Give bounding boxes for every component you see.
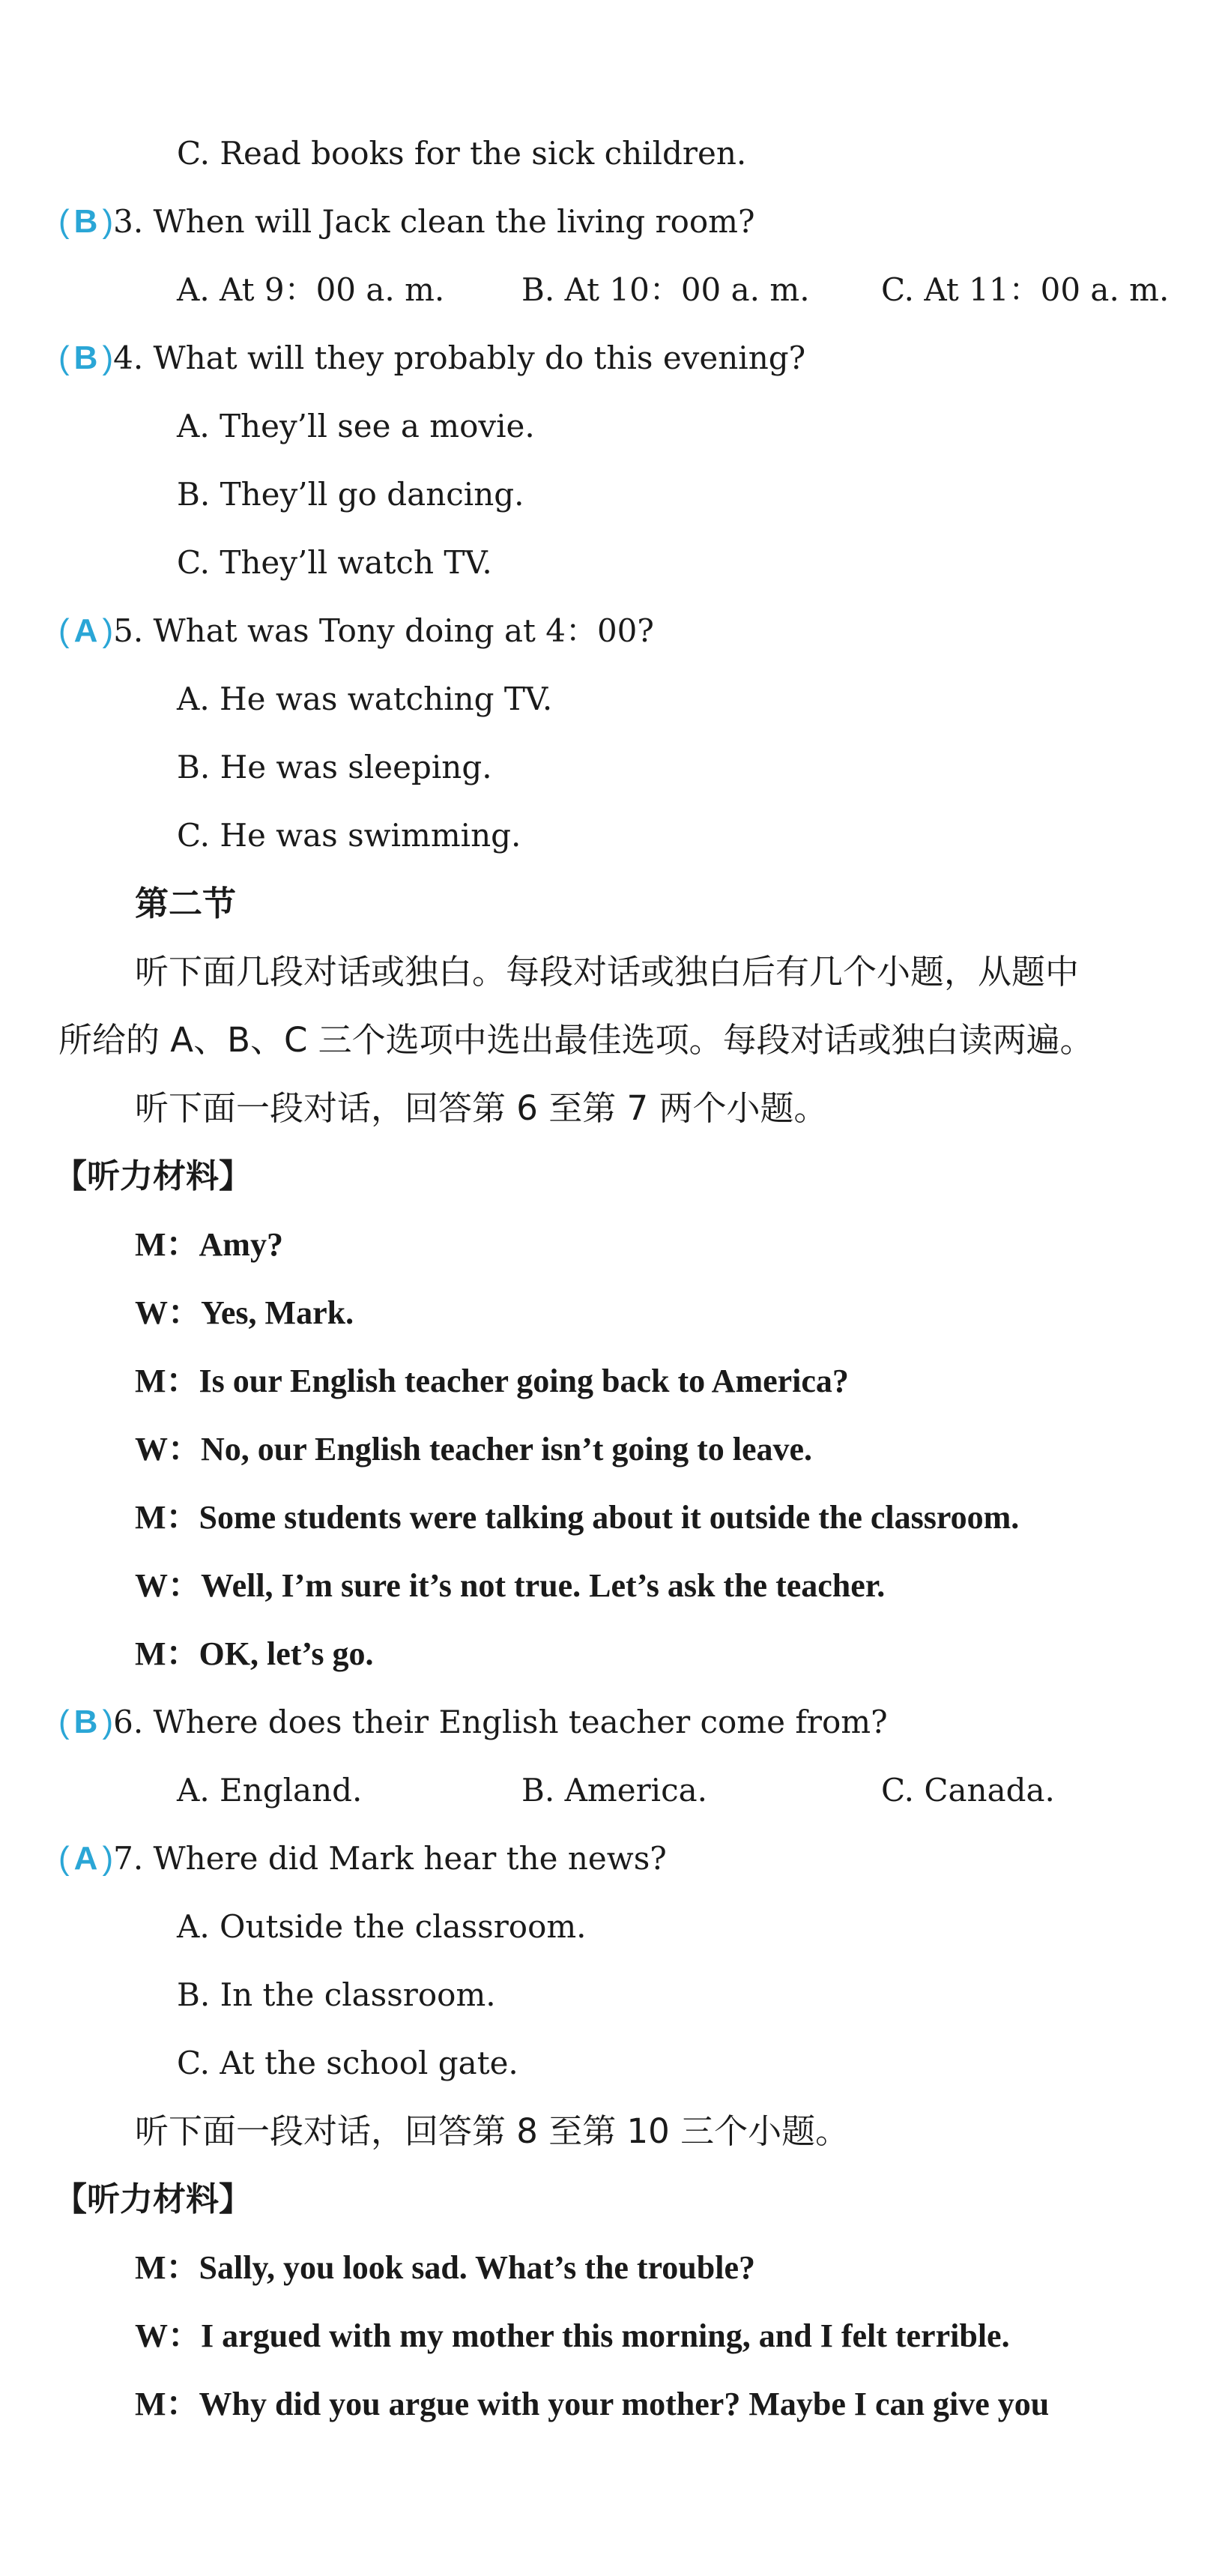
q4-option-c: C. They’ll watch TV. (177, 544, 492, 581)
prompt-8-10: 听下面一段对话，回答第 8 至第 10 三个小题。 (135, 2111, 850, 2151)
question-3-text: 3. When will Jack clean the living room? (113, 203, 755, 240)
answer-4: B (73, 340, 98, 376)
dialogue-line (135, 1291, 354, 1336)
answer-paren-close: ) (102, 340, 114, 376)
question-4 (58, 336, 805, 381)
q6-option-a: A. England. (177, 1772, 363, 1809)
answer-paren-close: ) (102, 1840, 114, 1877)
question-7-text: 7. Where did Mark hear the news? (113, 1840, 667, 1877)
speaker: W： (135, 1431, 201, 1468)
question-7 (58, 1836, 667, 1881)
speaker: M： (135, 1499, 199, 1536)
section-2-instruction-1: 听下面几段对话或独白。每段对话或独白后有几个小题，从题中 (135, 952, 1080, 992)
prompt-6-7: 听下面一段对话，回答第 6 至第 7 两个小题。 (135, 1088, 828, 1128)
listening-material-label-2: 【听力材料】 (54, 2180, 252, 2218)
answer-paren-open: ( (58, 203, 70, 240)
q6-options (177, 1768, 1181, 1813)
q3-option-b: B. At 10：00 a. m. (521, 271, 810, 308)
speaker: W： (135, 1294, 201, 1331)
answer-5: A (73, 612, 98, 649)
answer-6: B (73, 1704, 98, 1740)
answer-paren-close: ) (102, 612, 114, 649)
q4-option-b: B. They’ll go dancing. (177, 476, 524, 513)
utterance: Is our English teacher going back to America? (199, 1363, 849, 1399)
answer-3: B (73, 203, 98, 240)
dialogue-line (135, 2245, 755, 2290)
utterance: Amy? (199, 1226, 283, 1263)
speaker: W： (135, 1567, 201, 1604)
utterance: Sally, you look sad. What’s the trouble? (199, 2249, 755, 2286)
section-2-title: 第二节 (135, 884, 237, 923)
utterance: Why did you argue with your mother? Maybe I can give you (199, 2386, 1050, 2422)
speaker: M： (135, 1226, 199, 1263)
question-4-text: 4. What will they probably do this evening? (113, 340, 806, 376)
listening-material-label: 【听力材料】 (54, 1157, 252, 1195)
utterance: Yes, Mark. (201, 1294, 354, 1331)
question-6-text: 6. Where does their English teacher come from? (113, 1704, 888, 1740)
utterance: Some students were talking about it outside the classroom. (199, 1499, 1020, 1536)
section-2-instruction-2: 所给的 A、B、C 三个选项中选出最佳选项。每段对话或独白读两遍。 (58, 1020, 1094, 1060)
q6-option-c: C. Canada. (881, 1772, 1055, 1809)
q2-option-c: C. Read books for the sick children. (177, 135, 747, 172)
q7-option-a: A. Outside the classroom. (177, 1908, 587, 1945)
q3-option-c: C. At 11：00 a. m. (881, 271, 1170, 308)
q3-options (177, 268, 1181, 313)
answer-paren-close: ) (102, 1704, 114, 1740)
q4-option-a: A. They’ll see a movie. (177, 408, 535, 444)
speaker: M： (135, 2386, 199, 2422)
question-3 (58, 199, 754, 244)
dialogue-line (135, 1632, 374, 1677)
q5-option-c: C. He was swimming. (177, 817, 521, 854)
question-5 (58, 609, 654, 654)
speaker: M： (135, 1635, 199, 1672)
q7-option-c: C. At the school gate. (177, 2045, 518, 2081)
q5-option-b: B. He was sleeping. (177, 749, 492, 785)
answer-paren-open: ( (58, 340, 70, 376)
speaker: M： (135, 2249, 199, 2286)
utterance: Well, I’m sure it’s not true. Let’s ask the teacher. (201, 1567, 886, 1604)
q3-option-a: A. At 9：00 a. m. (177, 271, 445, 308)
dialogue-line (135, 1359, 849, 1404)
utterance: OK, let’s go. (199, 1635, 374, 1672)
dialogue-line (135, 2382, 1049, 2427)
q7-option-b: B. In the classroom. (177, 1976, 496, 2013)
q5-option-a: A. He was watching TV. (177, 681, 553, 717)
utterance: No, our English teacher isn’t going to leave. (201, 1431, 813, 1468)
q6-option-b: B. America. (521, 1772, 708, 1809)
answer-paren-open: ( (58, 1840, 70, 1877)
speaker: M： (135, 1363, 199, 1399)
dialogue-line (135, 1563, 885, 1608)
answer-paren-close: ) (102, 203, 114, 240)
question-6 (58, 1700, 888, 1745)
answer-7: A (73, 1840, 98, 1877)
question-5-text: 5. What was Tony doing at 4：00? (113, 612, 654, 649)
dialogue-line (135, 1427, 812, 1472)
dialogue-line (135, 2314, 1010, 2359)
dialogue-line (135, 1222, 283, 1267)
utterance: I argued with my mother this morning, and I felt terrible. (201, 2317, 1010, 2354)
answer-paren-open: ( (58, 1704, 70, 1740)
dialogue-line (135, 1495, 1019, 1540)
speaker: W： (135, 2317, 201, 2354)
answer-paren-open: ( (58, 612, 70, 649)
